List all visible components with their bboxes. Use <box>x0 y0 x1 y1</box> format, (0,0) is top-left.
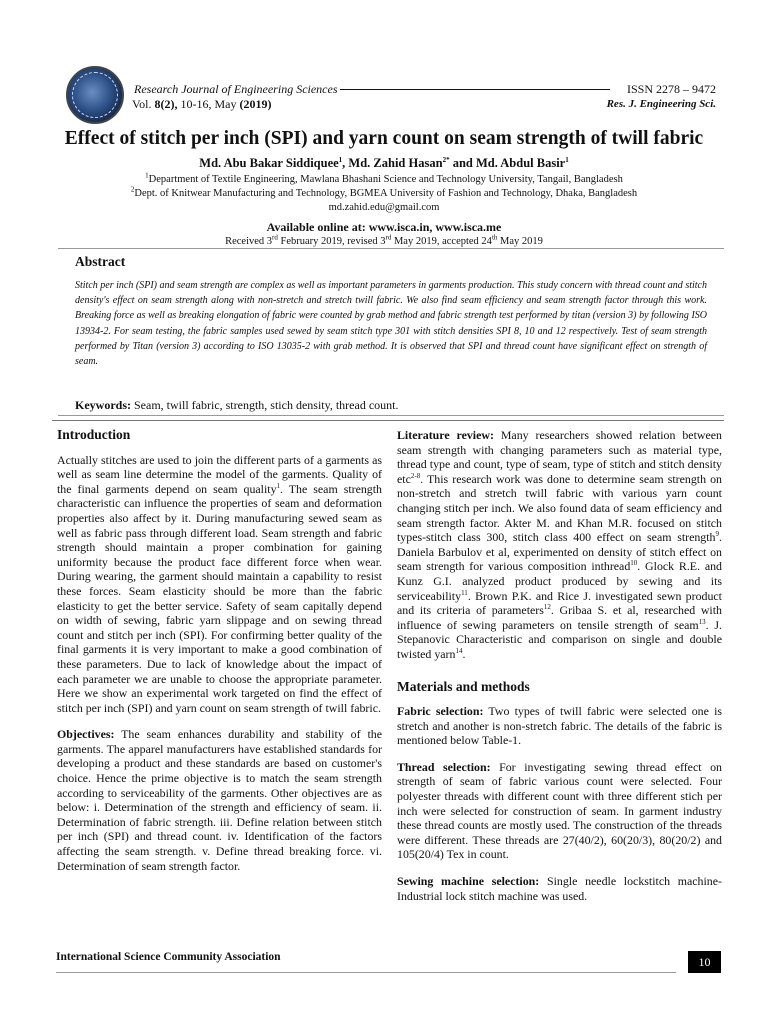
available-online: Available online at: www.isca.in, www.isca.me <box>266 220 502 234</box>
thread-selection-paragraph: Thread selection: For investigating sewing thread effect on strength of seam of fabric various count were selected. Four polyester threads with different count with three different stich per inch were selected for construction of seam. In garment industry these thread counts are mostly used. The construction of the threads were different. These threads are 27(40/2), 60(20/3), 80(20/2) and 105(20/4) Tex in count. <box>397 759 722 862</box>
footer-organization: International Science Community Association <box>56 951 281 963</box>
introduction-heading: Introduction <box>57 427 131 442</box>
journal-name: Research Journal of Engineering Sciences <box>134 82 610 97</box>
paper-title: Effect of stitch per inch (SPI) and yarn count on seam strength of twill fabric <box>64 128 704 149</box>
sewing-machine-paragraph: Sewing machine selection: Single needle lockstitch machine-Industrial lock stitch machine was used. <box>397 874 722 903</box>
affiliation-2: $^2$Dept. of Knitwear Manufacturing and Technology, BGMEA University of Fashion and Technology, Dhaka, Bangladesh <box>130 185 638 199</box>
methods-heading: Materials and methods <box>397 678 530 694</box>
keywords: Keywords: Seam, twill fabric, strength, stich density, thread count. <box>75 398 399 412</box>
page-number: 10 <box>688 951 721 973</box>
fabric-selection-paragraph: Fabric selection: Two types of twill fabric were selected one is stretch and another is non-stretch fabric. The details of the fabric is mentioned below Table-1. <box>397 704 723 748</box>
authors: Md. Abu Bakar Siddiquee$^1$, Md. Zahid Hasan$^{2*}$ and Md. Abdul Basir$^1$ <box>199 155 569 170</box>
introduction-paragraph: Actually stitches are used to join the different parts of a garments as well as seam line determine the model of the garments. Quality of the final garments depend on seam quality$^1$. The seam strength characteristic can influence the properties of seam and deformation properties also affect by it. During manufacturing sewed seam as well as fabric pass through different load. Seam strength and fabric strength should maintain a proper combination for gaining uniformity because the product face different force when wear. During wearing, the garment should maintain a capability to resist these forces. Seam elasticity should be more than the fabric elasticity to get the better service. Safety of seam capitally depend on width of sewing, fabric yarn slippage and on sewing thread count and stitch per inch (SPI). For confirming better quality of the final garments it is very important to make a good combination of these parameters. Due to lack of knowledge about the impact of each parameter we are unable to choose the appropriate parameter. Here we show an experimental work targeted on find the effect of stitch per inch (SPI) and yarn count on seam strength of twill fabric. <box>57 452 383 715</box>
divider <box>52 420 724 421</box>
affiliation-1: $^1$Department of Textile Engineering, Mawlana Bhashani Science and Technology University, Tangail, Bangladesh <box>145 171 623 185</box>
left-column <box>57 428 382 885</box>
volume-info: Vol. 8(2), 10-16, May (2019) <box>132 97 272 111</box>
received-dates: Received 3rd February 2019, revised 3rd May 2019, accepted 24th May 2019 <box>225 233 543 247</box>
abstract-text: Stitch per inch (SPI) and seam strength are complex as well as important parameters in garments production. This study concern with thread count and stitch density's effect on seam strength along with non-stretch and stretch twill fabric. We also find seam efficiency and seam strength factor through this work. Breaking force as well as breaking elongation of fabric were counted by grab method and fabric strength test performed by titan (version 3) by following ISO 13934-2. For seam testing, the fabric samples used sewed by seam stitch type 301 with stitch densities SPI 8, 10 and 12 respectively. Test of seam strength performed by Titan (version 3) according to ISO 13035-2 with grab method. It is observed that SPI and thread count have significant effect on strength of seam. <box>75 280 707 368</box>
literature-paragraph: Literature review: Many researchers showed relation between seam strength with changing parameters such as material type, thread type and count, type of seam, type of stitch and stitch density etc$^{2-8}$. This research work was done to determine seam strength on non-stretch and stretch twill fabric with various yarn count changing stitch per inch. We also found data of seam efficiency and seam strength factor. Akter M. and Khan M.R. focused on stitch types-stitch class 300, stitch class 400 effect on seam strength$^9$. Daniela Barbulov et al, experimented on density of stitch effect on seam strength for various composition inthread$^{10}$. Glock R.E. and Kunz G.I. analyzed product produced by sewing and its serviceability$^{11}$. Brown P.K. and Rice J. investigated sewn product and its criteria of parameters$^{12}$. Gribaa S. et al, researched with influence of sewing parameters on tensile strength of seam$^{13}$. J. Stepanovic Characteristic and comparison on single and double twisted yarn$^{14}$. <box>397 428 723 661</box>
email: md.zahid.edu@gmail.com <box>328 202 440 213</box>
objectives-paragraph: Objectives: The seam enhances durability and stability of the garments. The apparel manufacturers have established standards for developing a product and these standards are based on customer's choice. Hence the prime objective is to match the seam strength according to serviceability of the garments. Other objectives are as below: i. Determination of the strength and efficiency of seam. ii. Determination of fabric strength. iii. Define relation between stitch per inch (SPI) and thread count. iv. Identification of the factors affecting the seam strength. v. Define thread breaking force. vi. Determination of seam strength factor. <box>57 727 382 873</box>
issn: ISSN 2278 – 9472 <box>626 82 716 96</box>
journal-abbrev: Res. J. Engineering Sci. <box>606 98 716 110</box>
journal-logo <box>66 66 124 124</box>
right-column <box>397 428 722 915</box>
footer-rule <box>56 972 676 973</box>
abstract-heading: Abstract <box>75 254 126 269</box>
